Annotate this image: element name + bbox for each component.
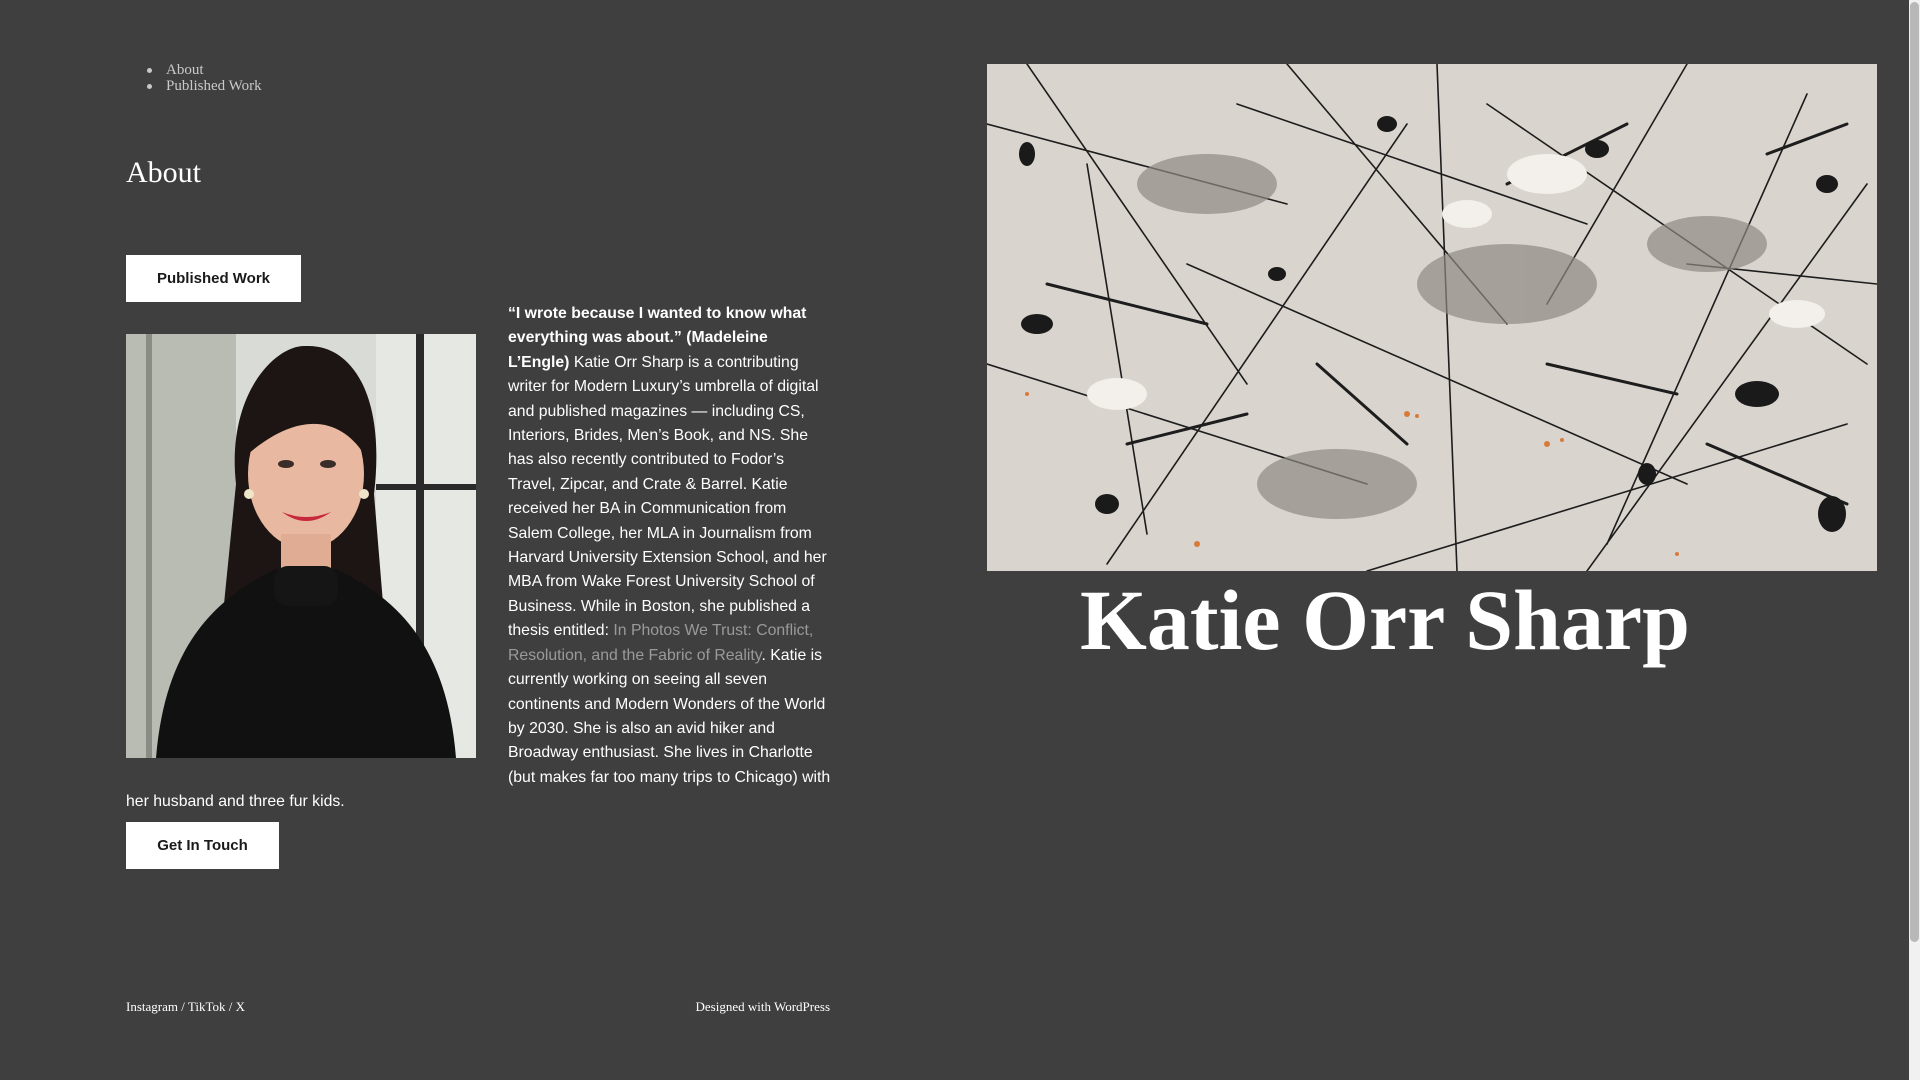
get-in-touch-button[interactable]: Get In Touch xyxy=(126,822,279,869)
footer-separator: / xyxy=(177,999,188,1014)
footer-separator: / xyxy=(225,999,236,1014)
hero-abstract-painting xyxy=(987,64,1877,571)
bio-text-part2: . Katie is currently working on seeing all seven continents and Modern Wonders of the World by 2030. She is also an avid hiker and Broadway enthusiast. She lives in Charlotte (but makes far too many trips to Chicago) with her husband and three fur kids. xyxy=(126,646,831,811)
social-links xyxy=(126,999,245,1015)
bio-section xyxy=(126,302,831,815)
x-link[interactable]: X xyxy=(235,999,246,1014)
thesis-link[interactable]: In Photos We Trust: Conflict, Resolution, and the Fabric of Reality xyxy=(508,622,814,664)
instagram-link[interactable]: Instagram xyxy=(126,999,178,1014)
tiktok-link[interactable]: TikTok xyxy=(187,999,226,1014)
bio-text-part1: Katie Orr Sharp is a contributing writer for Modern Luxury’s umbrella of digital and published magazines — including CS, Interiors, Brides, Men’s Book, and NS. She has also recently contributed to Fodor’s Travel, Zipcar, and Crate & Barrel. Katie received her BA in Communication from Salem College, her MLA in Journalism from Harvard University Extension School, and her MBA from Wake Forest University School of Business. While in Boston, she published a thesis entitled: xyxy=(508,353,827,640)
scrollbar-thumb[interactable] xyxy=(1910,2,1919,942)
published-work-button[interactable]: Published Work xyxy=(126,255,301,302)
footer-credit[interactable]: Designed with WordPress xyxy=(695,999,830,1014)
nav-item-about[interactable] xyxy=(143,62,262,78)
site-title: Katie Orr Sharp xyxy=(1080,572,1690,668)
abstract-art-image xyxy=(987,64,1877,571)
nav-link-published-work[interactable]: Published Work xyxy=(166,78,262,94)
nav-link-about[interactable]: About xyxy=(166,62,204,78)
nav-item-published-work[interactable] xyxy=(143,78,262,94)
portrait-image xyxy=(126,334,476,758)
page-title: About xyxy=(126,156,201,189)
primary-nav xyxy=(143,62,262,94)
author-portrait xyxy=(126,334,476,758)
scrollbar[interactable] xyxy=(1909,0,1920,1080)
bio-quote: “I wrote because I wanted to know what everything was about.” (Madeleine L’Engle) xyxy=(508,305,807,371)
